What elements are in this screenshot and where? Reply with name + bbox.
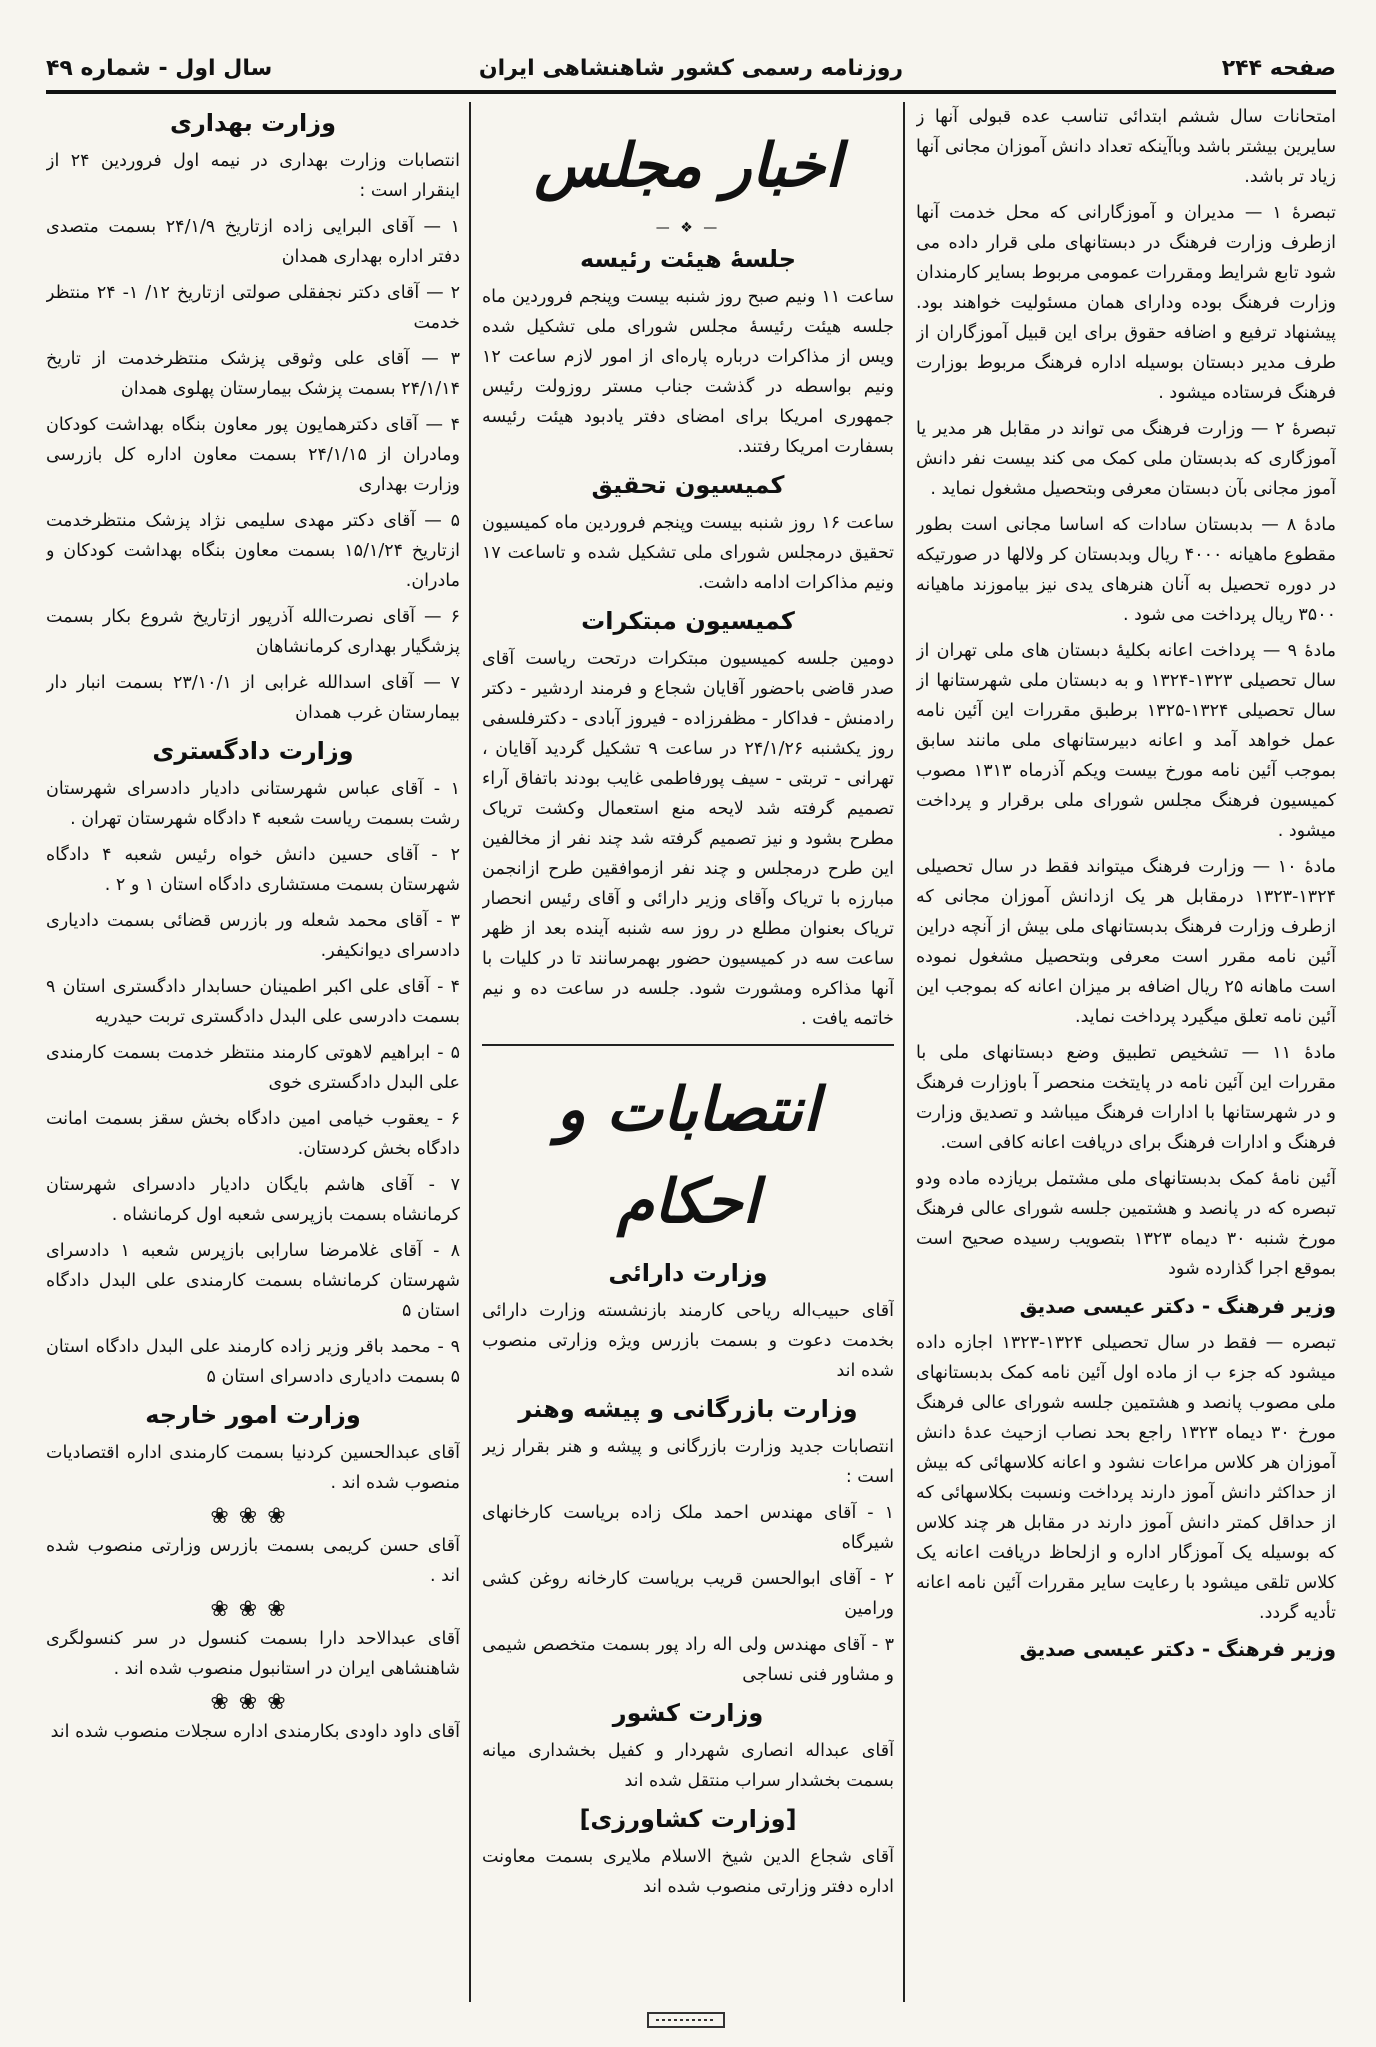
section-heading: وزارت امور خارجه — [145, 1401, 361, 1429]
list-item: ۲ - آقای حسین دانش خواه رئیس شعبه ۴ دادگاه شهرستان بسمت مستشاری دادگاه استان ۱ و ۲ . — [46, 845, 460, 895]
list-item: ۵ - ابراهیم لاهوتی کارمند منتظر خدمت بسمت کارمندی علی البدل دادگستری خوی — [46, 1043, 460, 1093]
bottom-ornament-icon — [646, 2009, 726, 2031]
list-item: آقای حسن کریمی بسمت بازرس وزارتی منصوب شده اند . — [46, 1536, 460, 1586]
paragraph: امتحانات سال ششم ابتدائی تناسب عده قبولی آنها ز سایرین بیشتر باشد وباآینکه تعداد دانش آموزان مجانی آنها زیاد تر باشد. — [916, 107, 1336, 187]
newspaper-page — [46, 46, 1336, 2031]
list-item: ۳ — آقای علی وثوقی پزشک منتظرخدمت از تاریخ ۲۴/۱/۱۴ بسمت پزشک بیمارستان پهلوی همدان — [46, 349, 460, 399]
section-heading: کمیسیون مبتکرات — [581, 607, 795, 635]
paragraph: مادهٔ ۹ — پرداخت اعانه بکلیهٔ دبستان های ملی تهران از سال تحصیلی ۱۳۲۳-۱۳۲۴ و به دبستان ملی شهرستانها از سال تحصیلی ۱۳۲۴-۱۳۲۵ برطبق مقررات این آئین نامه عمل خواهد آمد و اعانه دبیرستانهای ملی مانند سابق بموجب آئین نامه مورخ بیست ویکم آذرماه ۱۳۱۳ مصوب کمیسیون فرهنگ مجلس شورای ملی برقرار و پرداخت میشود . — [916, 641, 1336, 841]
list-item: ۶ — آقای نصرت‌الله آذرپور ازتاریخ شروع بکار بسمت پزشگیار بهداری کرمانشاهان — [46, 607, 460, 657]
middle-column — [482, 102, 894, 2017]
list-item: آقای عبدالاحد دارا بسمت کنسول در سر کنسولگری شاهنشاهی ایران در استانبول منصوب شده اند . — [46, 1629, 460, 1679]
list-item: آقای عبدالحسین کردنیا بسمت کارمندی اداره اقتصادیات منصوب شده اند . — [46, 1443, 460, 1493]
paragraph: آقای عبداله انصاری شهردار و کفیل بخشداری میانه بسمت بخشدار سراب منتقل شده اند — [482, 1741, 894, 1791]
paragraph: تبصرهٔ ۲ — وزارت فرهنگ می تواند در مقابل هر مدیر یا آموزگاری که بدبستان ملی کمک می کند بیست نفر دانش آموز مجانی بآن دبستان معرفی وبتحصیل مشغول نماید . — [916, 419, 1336, 499]
list-item: ۶ - یعقوب خیامی امین دادگاه بخش سقز بسمت امانت دادگاه بخش کردستان. — [46, 1109, 460, 1159]
issue-number: سال اول - شماره ۴۹ — [46, 55, 273, 81]
section-heading: وزارت بازرگانی و پیشه وهنر — [518, 1395, 858, 1423]
list-item: ۸ - آقای غلامرضا سارابی بازپرس شعبه ۱ دادسرای شهرستان کرمانشاه بسمت کارمندی علی البدل دادگاه استان ۵ — [46, 1241, 460, 1321]
list-item: ۵ — آقای دکتر مهدی سلیمی نژاد پزشک منتظرخدمت ازتاریخ ۱۵/۱/۲۴ بسمت معاون بنگاه بهداشت کودکان و مادران. — [46, 511, 460, 591]
signature: وزیر فرهنگ - دکتر عیسی صدیق — [1019, 1294, 1336, 1318]
list-item: ۴ — آقای دکترهمایون پور معاون بنگاه بهداشت کودکان ومادران از ۲۴/۱/۱۵ بسمت معاون اداره کل بازرسی وزارت بهداری — [46, 415, 460, 495]
ornament-icon: ❀❀❀ — [210, 1504, 296, 1529]
paragraph: ساعت ۱۶ روز شنبه بیست وپنجم فروردین ماه کمیسیون تحقیق درمجلس شورای ملی تشکیل شده و تاساعت ۱۷ ونیم مذاکرات ادامه داشت. — [482, 513, 894, 593]
paragraph: آقای شجاع الدین شیخ الاسلام ملایری بسمت معاونت اداره دفتر وزارتی منصوب شده اند — [482, 1847, 894, 1897]
list-item: ۲ - آقای ابوالحسن قریب بریاست کارخانه روغن کشی ورامین — [482, 1569, 894, 1619]
newspaper-title: روزنامه رسمی کشور شاهنشاهی ایران — [478, 55, 904, 81]
masthead — [46, 46, 1336, 94]
list-item: ۱ — آقای البرایی زاده ازتاریخ ۲۴/۱/۹ بسمت متصدی دفتر اداره بهداری همدان — [46, 217, 460, 267]
paragraph: ساعت ۱۱ ونیم صبح روز شنبه بیست وپنجم فروردین ماه جلسه هیئت رئیسهٔ مجلس شورای ملی تشکیل شده ویس از مذاکرات درباره پاره‌ای از امور لازم ساعت ۱۲ ونیم بواسطه در گذشت جناب مستر روزولت رئیس جمهوری امریکا برای امضای دفتر یادبود هیئت رئیسه بسفارت امریکا رفتند. — [482, 287, 894, 457]
ornament-icon: ❀❀❀ — [210, 1690, 296, 1715]
columns — [46, 102, 1336, 2017]
column-rule — [903, 102, 905, 2002]
section-title-parliament: اخبار مجلس — [534, 131, 842, 201]
section-heading: جلسهٔ هیئت رئیسه — [579, 245, 797, 273]
paragraph: دومین جلسه کمیسیون مبتکرات درتحت ریاست آقای صدر قاضی باحضور آقایان شجاع و فرمند اردشیر - دکتر رادمنش - فداکار - مظفرزاده - فیروز آبادی - دکترفلسفی روز یکشنبه ۲۴/۱/۲۶ در ساعت ۹ تشکیل گردید آقایان ، تهرانی - تربتی - سیف پورفاطمی غایب بودند باتفاق آراء تصمیم گرفته شد لایحه منع استعمال وکشت تریاک مطرح بشود و نیز تصمیم گرفته شد چند نفر از مخالفین این طرح درمجلس و چند نفر ازموافقین طرح ازانجمن مبارزه با تریاک وآقای وزیر دارائی و آقای رئیس انحصار تریاک بعنوان مطلع در روز سه شنبه آینده بعد از ظهر ساعت سه در کمیسیون حضور بهمرسانند تا در کلیات با آنها مذاکره ومشورت شود. جلسه در ساعت ده و نیم خاتمه یافت . — [482, 649, 894, 1029]
ornament-icon: ❀❀❀ — [210, 1597, 296, 1622]
paragraph: آقای حبیب‌اله ریاحی کارمند بازنشسته وزارت دارائی بخدمت دعوت و بسمت بازرس ویژه وزارتی منصوب شده اند — [482, 1301, 894, 1381]
list-item: ۱ - آقای عباس شهرستانی دادیار دادسرای شهرستان رشت بسمت ریاست شعبه ۴ دادگاه شهرستان تهران . — [46, 779, 460, 829]
list-item: ۴ - آقای علی اکبر اطمینان حسابدار دادگستری استان ۹ بسمت دادرسی علی البدل دادگستری تربت حیدریه — [46, 977, 460, 1027]
section-heading: وزارت بهداری — [169, 109, 336, 137]
list-item: ۷ — آقای اسدالله غرابی از ۲۳/۱۰/۱ بسمت انبار دار بیمارستان غرب همدان — [46, 673, 460, 723]
divider — [482, 1044, 894, 1046]
section-heading: وزارت کشور — [612, 1699, 764, 1727]
section-heading: وزارت دادگستری — [152, 737, 354, 765]
divider: — ❖ — — [655, 220, 721, 236]
list-item: ۷ - آقای هاشم بایگان دادیار دادسرای شهرستان کرمانشاه بسمت بازپرسی شعبه اول کرمانشاه . — [46, 1175, 460, 1225]
section-heading: وزارت دارائی — [608, 1259, 768, 1287]
paragraph: مادهٔ ۱۱ — تشخیص تطبیق وضع دبستانهای ملی با مقررات این آئین نامه در پایتخت منحصر آ باوزارت فرهنگ و در شهرستانها با ادارات فرهنگ میباشد و تصدیق وزارت فرهنگ و ادارات فرهنگ برای دریافت اعانه کافی است. — [916, 1043, 1336, 1153]
section-title-appointments: انتصابات و احکام — [556, 1075, 820, 1237]
column-rule — [469, 102, 471, 2002]
section-heading: [وزارت کشاورزی] — [579, 1805, 797, 1833]
paragraph: انتصابات جدید وزارت بازرگانی و پیشه و هنر بقرار زیر است : — [482, 1437, 894, 1487]
list-item: ۳ - آقای مهندس ولی اله راد پور بسمت متخصص شیمی و مشاور فنی نساجی — [482, 1635, 894, 1685]
paragraph: مادهٔ ۸ — بدبستان سادات که اساسا مجانی است بطور مقطوع ماهیانه ۴۰۰۰ ریال وبدبستان کر ولالها در صورتیکه در دوره تحصیل به آنان هنرهای یدی نیز بیاموزند ماهیانه ۳۵۰۰ ریال پرداخت می شود . — [916, 515, 1336, 625]
left-column — [46, 102, 460, 2017]
list-item: ۲ — آقای دکتر نجفقلی صولتی ازتاریخ ۱۲/ ۱- ۲۴ منتظر خدمت — [46, 283, 460, 333]
paragraph: تبصرهٔ ۱ — مدیران و آموزگارانی که محل خدمت آنها ازطرف وزارت فرهنگ در دبستانهای ملی قرار داده می شود تابع شرایط ومقررات عمومی مربوط بسایر کارمندان وزارت فرهنگ بوده ودارای همان مسئولیت خواهند بود. پیشنهاد ترفیع و اضافه حقوق برای این قبیل آموزگاران از طرف مدیر دبستان بوسیله اداره فرهنگ مربوط بوزارت فرهنگ فرستاده میشود . — [916, 203, 1336, 403]
list-item: ۹ - محمد باقر وزیر زاده کارمند علی البدل دادگاه استان ۵ بسمت دادیاری دادسرای استان ۵ — [46, 1337, 460, 1387]
list-item: ۱ - آقای مهندس احمد ملک زاده بریاست کارخانهای شیرگاه — [482, 1503, 894, 1553]
paragraph: آئین نامهٔ کمک بدبستانهای ملی مشتمل بریازده ماده ودو تبصره که در پانصد و هشتمین جلسه شورای عالی فرهنگ مورخ شنبه ۳۰ دیماه ۱۳۲۳ بتصویب رسیده صحیح است بموقع اجرا گذارده شود — [916, 1169, 1336, 1279]
right-column — [916, 102, 1336, 2017]
list-item: ۳ - آقای محمد شعله ور بازرس قضائی بسمت دادیاری دادسرای دیوانکیفر. — [46, 911, 460, 961]
paragraph: تبصره — فقط در سال تحصیلی ۱۳۲۴-۱۳۲۳ اجازه داده میشود که جزء ب از ماده اول آئین نامه کمک بدبستانهای ملی مصوب پانصد و هشتمین جلسه شورای عالی فرهنگ مورخ ۳۰ دیماه ۱۳۲۳ راجع بحد نصاب ازحیث عدهٔ دانش آموزان هر کلاس مراعات نشود و اعانه کلاسهائی که بیش از حداکثر دانش آموز دارند پرداخت ونسبت بکلاسهائی که از حداقل کمتر دانش آموز دارند در مقابل هر چند کلاس که بوسیله یک آموزگار اداره و ازلحاظ دریافت اعانه یک کلاس تلقی میشود با رعایت سایر مقررات آئین نامه اعانه تأدیه گردد. — [916, 1333, 1336, 1623]
section-heading: کمیسیون تحقیق — [591, 471, 785, 499]
list-item: آقای داود داودی بکارمندی اداره سجلات منصوب شده اند — [50, 1722, 460, 1742]
paragraph: مادهٔ ۱۰ — وزارت فرهنگ میتواند فقط در سال تحصیلی ۱۳۲۴-۱۳۲۳ درمقابل هر یک ازدانش آموزان مجانی که ازطرف وزارت فرهنگ بدبستانهای ملی بیش از آنچه دراین آئین نامه مقرر است معرفی وبتحصیل مشغول نموده است ماهانه ۲۵ ریال اضافه بر میزان اعانه که بموجب این آئین نامه تعلق میگیرد پرداخت نماید. — [916, 857, 1336, 1027]
page-number: صفحه ۲۴۴ — [1221, 55, 1336, 81]
signature: وزیر فرهنگ - دکتر عیسی صدیق — [1019, 1637, 1336, 1661]
paragraph: انتصابات وزارت بهداری در نیمه اول فروردین ۲۴ از اینقرار است : — [46, 151, 460, 201]
